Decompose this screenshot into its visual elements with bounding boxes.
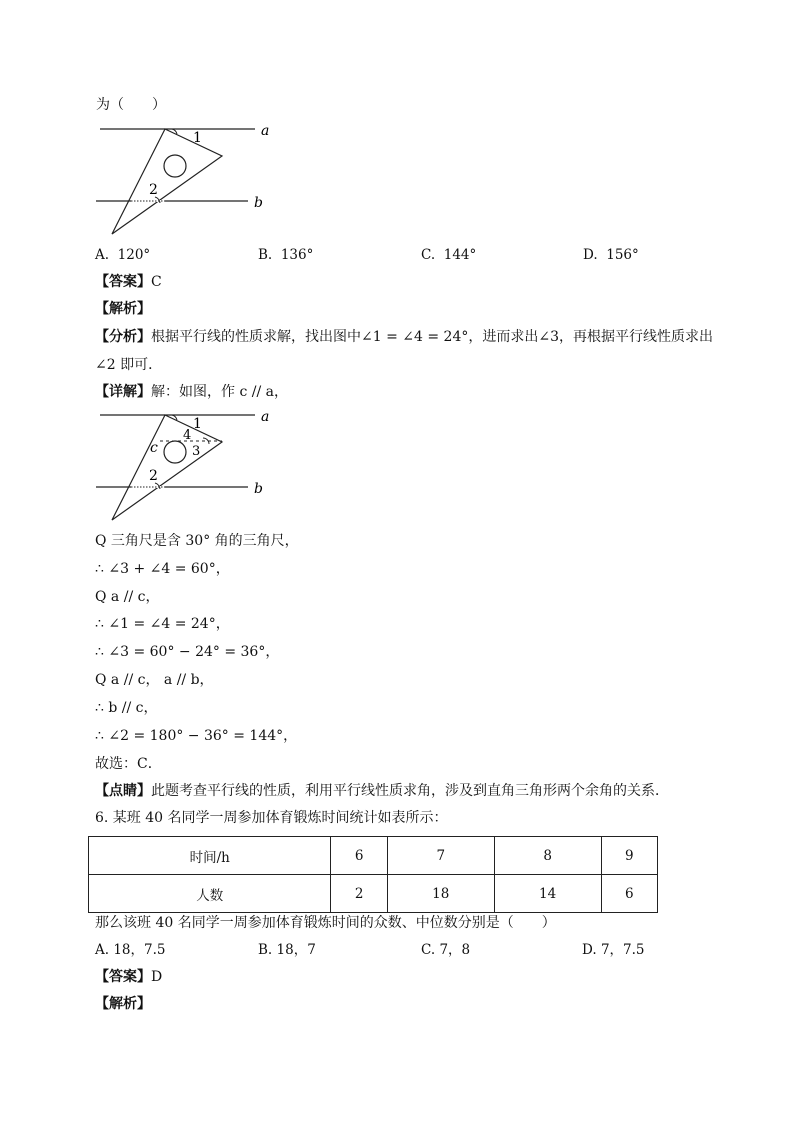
table-cell: 18 xyxy=(387,875,494,913)
table-cell: 6 xyxy=(331,837,387,875)
q6-option-b: B. 18，7 xyxy=(258,942,316,958)
table-cell: 8 xyxy=(494,837,601,875)
label-line-a: a xyxy=(261,409,270,425)
label-angle-1: 1 xyxy=(193,416,202,432)
table-row xyxy=(89,837,658,875)
step-8: ∴ ∠2 = 180° − 36° = 144°， xyxy=(95,728,298,744)
analysis-label: 【解析】 xyxy=(95,301,151,317)
step-3: Q a // c， xyxy=(95,589,160,605)
step-4: ∴ ∠1 = ∠4 = 24°， xyxy=(95,616,230,632)
q6-option-a: A. 18，7.5 xyxy=(95,942,166,958)
q6-analysis-label: 【解析】 xyxy=(95,996,151,1012)
option-d: D. 156° xyxy=(583,247,639,263)
table-cell: 人数 xyxy=(89,875,331,913)
table-cell: 2 xyxy=(331,875,387,913)
label-line-b: b xyxy=(254,481,263,497)
step-1: Q 三角尺是含 30° 角的三角尺， xyxy=(95,533,299,549)
label-line-a: a xyxy=(261,123,270,139)
answer-line: 【答案】C xyxy=(95,274,162,290)
label-angle-1: 1 xyxy=(193,130,202,146)
triangle xyxy=(112,415,222,520)
table-cell: 7 xyxy=(387,837,494,875)
label-angle-3: 3 xyxy=(192,444,201,459)
q6-option-d: D. 7，7.5 xyxy=(582,942,645,958)
q6-answer: 【答案】D xyxy=(95,969,163,985)
q6-stem: 6. 某班 40 名同学一周参加体育锻炼时间统计如表所示： xyxy=(95,810,448,826)
xiangjie-line: 【详解】解：如图，作 c // a， xyxy=(95,384,288,400)
fenxi-line-2: ∠2 即可． xyxy=(95,357,163,373)
choose-line: 故选：C． xyxy=(95,756,162,772)
option-b: B. 136° xyxy=(258,247,314,263)
label-angle-2: 2 xyxy=(149,182,158,198)
step-6: Q a // c， a // b， xyxy=(95,672,214,688)
label-line-b: b xyxy=(254,195,263,211)
step-2: ∴ ∠3 + ∠4 = 60°， xyxy=(95,561,230,577)
step-5: ∴ ∠3 = 60° − 24° = 36°， xyxy=(95,644,280,660)
q6-question: 那么该班 40 名同学一周参加体育锻炼时间的众数、中位数分别是（ ） xyxy=(95,915,556,931)
question-tail: 为（ ） xyxy=(96,97,166,113)
table-cell: 9 xyxy=(601,837,657,875)
dianjing-line: 【点睛】此题考查平行线的性质，利用平行线性质求角，涉及到直角三角形两个余角的关系． xyxy=(95,783,669,799)
table-cell: 时间/h xyxy=(89,837,331,875)
label-angle-2: 2 xyxy=(149,468,158,484)
stats-table xyxy=(88,836,658,913)
step-7: ∴ b // c， xyxy=(95,700,158,716)
triangle-hole xyxy=(164,441,186,463)
table-cell: 14 xyxy=(494,875,601,913)
table-row xyxy=(89,875,658,913)
label-angle-4: 4 xyxy=(183,428,192,443)
table-cell: 6 xyxy=(601,875,657,913)
figure-2 xyxy=(0,0,794,540)
fenxi-line: 【分析】根据平行线的性质求解，找出图中∠1 = ∠4 = 24°，进而求出∠3，再根据平行线性质求出 xyxy=(95,329,713,345)
option-a: A. 120° xyxy=(95,247,151,263)
q6-option-c: C. 7，8 xyxy=(421,942,471,958)
label-line-c: c xyxy=(150,440,158,456)
option-c: C. 144° xyxy=(421,247,477,263)
